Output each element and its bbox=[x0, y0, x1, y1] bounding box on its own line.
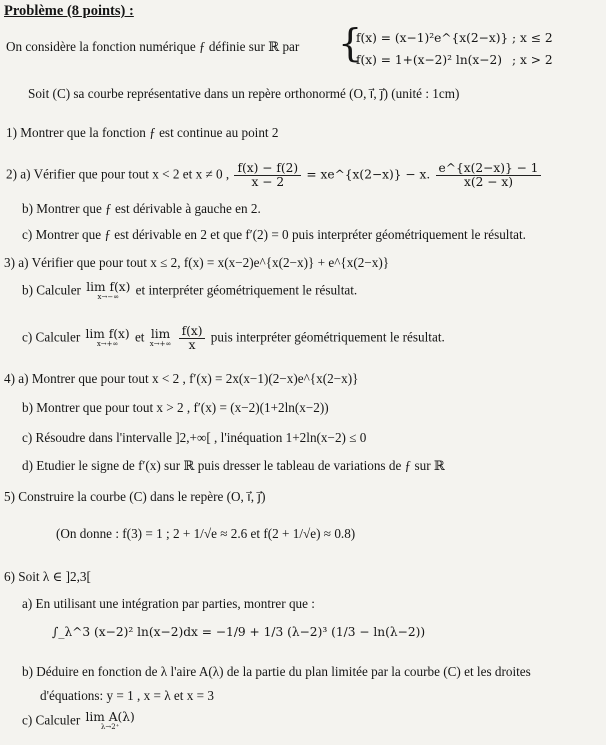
question-4d: d) Etudier le signe de f′(x) sur ℝ puis dresser le tableau de variations de ƒ sur ℝ bbox=[22, 458, 445, 473]
case1-formula: f(x) = (x−1)²e^{x(2−x)} bbox=[356, 31, 509, 45]
q6c-lim-sub: λ→2⁺ bbox=[100, 723, 120, 731]
question-3a: 3) a) Vérifier que pour tout x ≤ 2, f(x) = x(x−2)e^{x(2−x)} + e^{x(2−x)} bbox=[4, 255, 390, 270]
q3c-num: f(x) bbox=[179, 325, 206, 339]
q3c-suffix: puis interpréter géométriquement le résultat. bbox=[210, 329, 445, 345]
q2a-num1: f(x) − f(2) bbox=[234, 162, 301, 176]
q3b-lim-sub: x→−∞ bbox=[97, 293, 120, 301]
case1-condition: ; x ≤ 2 bbox=[512, 31, 553, 45]
q2a-fraction-2 bbox=[436, 162, 542, 189]
curve-statement: Soit (C) sa courbe représentative dans un repère orthonormé (O, i⃗, j⃗) (unité : 1cm) bbox=[28, 86, 460, 101]
question-6c bbox=[22, 712, 137, 731]
q3c-lim2-text: lim bbox=[150, 327, 171, 341]
q2a-middle: = xe^{x(2−x)} − x. bbox=[306, 167, 431, 182]
question-4a: 4) a) Montrer que pour tout x < 2 , f′(x) = 2x(x−1)(2−x)e^{x(2−x)} bbox=[4, 371, 359, 386]
question-6a-formula: ∫_λ^3 (x−2)² ln(x−2)dx = −1/9 + 1/3 (λ−2)³ (1/3 − ln(λ−2)) bbox=[52, 625, 426, 639]
question-5: 5) Construire la courbe (C) dans le repère (O, i⃗, j⃗) bbox=[4, 489, 266, 504]
q6c-limit bbox=[86, 712, 135, 731]
problem-title: Problème (8 points) : bbox=[4, 3, 134, 19]
q2a-fraction-1 bbox=[234, 162, 301, 189]
q3c-lim2-sub: x→+∞ bbox=[149, 340, 172, 348]
q3c-lim1-sub: x→+∞ bbox=[96, 340, 119, 348]
piecewise-brace: { bbox=[338, 21, 363, 65]
q2a-den2: x(2 − x) bbox=[463, 175, 513, 189]
q3c-fraction bbox=[179, 325, 206, 352]
question-3b bbox=[22, 282, 357, 301]
q6c-lim-text: lim A(λ) bbox=[85, 710, 135, 724]
q3c-prefix: c) Calculer bbox=[22, 329, 81, 345]
question-5-note: (On donne : f(3) = 1 ; 2 + 1/√e ≈ 2.6 et f(2 + 1/√e) ≈ 0.8) bbox=[56, 526, 356, 541]
question-6b-line2: d'équations: y = 1 , x = λ et x = 3 bbox=[40, 688, 214, 703]
q3b-prefix: b) Calculer bbox=[22, 282, 81, 298]
question-6a: a) En utilisant une intégration par parties, montrer que : bbox=[22, 596, 315, 611]
question-4b: b) Montrer que pour tout x > 2 , f′(x) = (x−2)(1+2ln(x−2)) bbox=[22, 400, 329, 415]
q2a-text: 2) a) Vérifier que pour tout x < 2 et x ≠ 0 , bbox=[6, 166, 230, 182]
question-4c: c) Résoudre dans l'intervalle ]2,+∞[ , l'inéquation 1+2ln(x−2) ≤ 0 bbox=[22, 430, 367, 445]
q3c-den: x bbox=[188, 338, 196, 352]
q6c-prefix: c) Calculer bbox=[22, 712, 81, 728]
question-6b-line1: b) Déduire en fonction de λ l'aire A(λ) de la partie du plan limitée par la courbe (C) et les droites bbox=[22, 664, 531, 679]
q3c-limit-1 bbox=[86, 329, 130, 348]
case2-formula: f(x) = 1+(x−2)² ln(x−2) bbox=[356, 53, 503, 67]
question-6: 6) Soit λ ∈ ]2,3[ bbox=[4, 569, 91, 584]
case2-condition: ; x > 2 bbox=[512, 53, 553, 67]
q3c-and: et bbox=[134, 329, 145, 345]
question-2c: c) Montrer que ƒ est dérivable en 2 et que f′(2) = 0 puis interpréter géométriquement le résultat. bbox=[22, 227, 526, 242]
question-2b: b) Montrer que ƒ est dérivable à gauche en 2. bbox=[22, 201, 261, 216]
intro-text: On considère la fonction numérique ƒ définie sur ℝ par bbox=[6, 39, 300, 54]
q3c-lim1-text: lim f(x) bbox=[85, 327, 130, 341]
q3b-limit bbox=[86, 282, 130, 301]
q2a-num2: e^{x(2−x)} − 1 bbox=[436, 162, 542, 176]
q3c-limit-2 bbox=[150, 329, 172, 348]
q3b-lim-text: lim f(x) bbox=[86, 280, 131, 294]
question-2a bbox=[6, 162, 543, 189]
question-3c bbox=[22, 325, 445, 352]
q3b-suffix: et interpréter géométriquement le résultat. bbox=[135, 282, 358, 298]
question-1: 1) Montrer que la fonction ƒ est continue au point 2 bbox=[6, 125, 279, 140]
q2a-den1: x − 2 bbox=[251, 175, 285, 189]
